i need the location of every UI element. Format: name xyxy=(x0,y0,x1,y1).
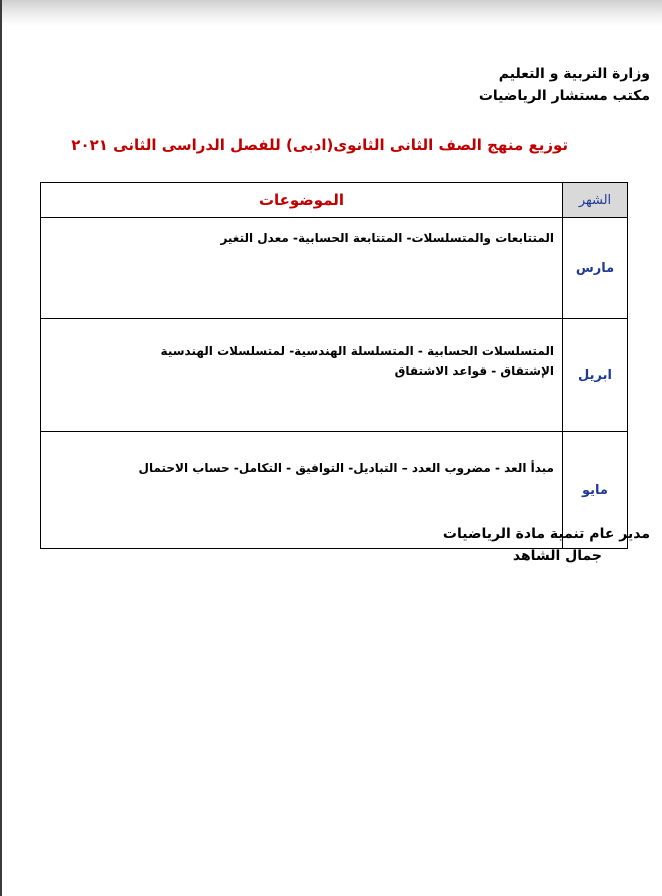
month-cell: مارس xyxy=(563,218,628,319)
month-cell: مايو xyxy=(563,432,628,549)
top-shade xyxy=(0,0,662,26)
table-row xyxy=(41,218,628,319)
topic-line: الإشتقاق - قواعد الاشتقاق xyxy=(394,364,554,378)
curriculum-table xyxy=(40,182,628,549)
page-edge xyxy=(0,0,2,896)
topics-cell xyxy=(41,218,563,319)
director-title: مدير عام تنمية مادة الرياضيات xyxy=(442,526,650,542)
month-cell: ابريل xyxy=(563,319,628,432)
topic-line: مبدأ العد - مضروب العدد – التباديل- التوافيق - التكامل- حساب الاحتمال xyxy=(138,461,554,475)
topics-column-header: الموضوعات xyxy=(41,183,563,218)
topic-line: المتتابعات والمتسلسلات- المتتابعة الحسابية- معدل التغير xyxy=(220,231,554,245)
document-title: توزيع منهج الصف الثانى الثانوى(ادبى) للفصل الدراسى الثانى ٢٠٢١ xyxy=(71,136,568,154)
topics-cell xyxy=(41,319,563,432)
table-row xyxy=(41,319,628,432)
director-name: جمال الشاهد xyxy=(512,548,602,564)
month-column-header: الشهر xyxy=(563,183,628,218)
topic-line: المتسلسلات الحسابية - المتسلسلة الهندسية- لمتسلسلات الهندسية xyxy=(160,344,554,358)
ministry-name: وزارة التربية و التعليم xyxy=(498,66,650,82)
table-header-row xyxy=(41,183,628,218)
office-name: مكتب مستشار الرياضيات xyxy=(478,88,650,104)
